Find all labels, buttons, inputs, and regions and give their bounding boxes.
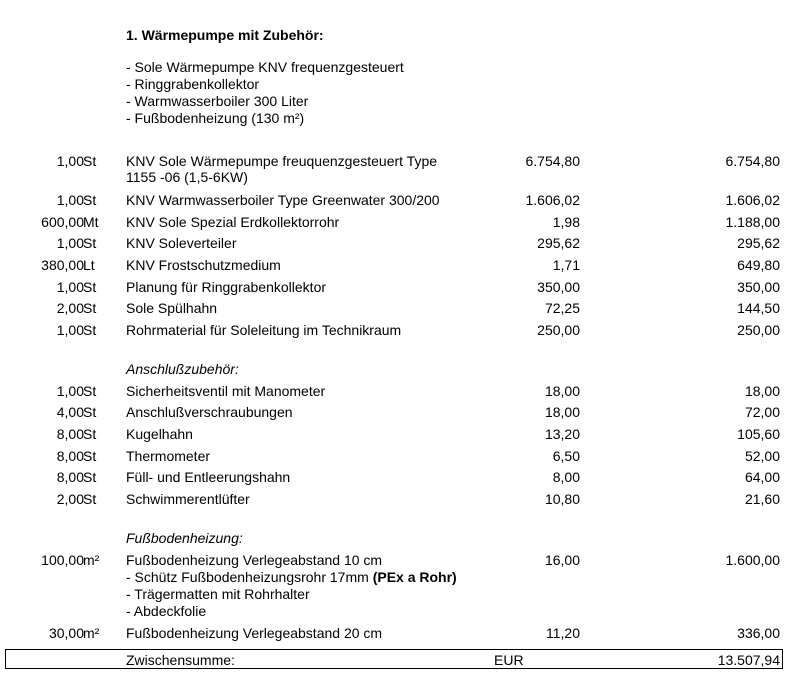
item-price: 11,20 [546,625,580,641]
item-qty: 8,00 [56,469,84,485]
intro-line: - Warmwasserboiler 300 Liter [126,93,309,109]
item-price: 6,50 [552,448,580,464]
item-total: 144,50 [737,300,780,316]
item-total: 649,80 [737,257,780,273]
item-description: KNV Sole Wärmepumpe freuquenzgesteuert Type [126,153,438,169]
item-total: 105,60 [737,426,780,442]
item-total: 18,00 [744,383,780,399]
accessories-heading: Anschlußzubehör: [126,361,239,377]
intro-line: - Sole Wärmepumpe KNV frequenzgesteuert [126,59,404,75]
item-price: 1.606,02 [525,192,580,208]
item-price: 16,00 [544,552,580,568]
item-unit: St [83,426,97,442]
item-unit: St [83,300,97,316]
item-description: Thermometer [126,448,211,464]
item-description: Rohrmaterial für Soleleitung im Technikraum [126,322,402,338]
item-unit: Mt [83,214,99,230]
item-qty: 100,00 [41,552,84,568]
item-qty: 1,00 [56,279,84,295]
item-subline-text: - Schütz Fußbodenheizungsrohr 17mm [126,569,373,585]
item-unit: m² [83,552,100,568]
item-total: 295,62 [737,235,780,251]
item-unit: St [83,448,97,464]
item-qty: 1,00 [56,153,84,169]
item-qty: 30,00 [48,625,84,641]
item-subline-bold: (PEx a Rohr) [372,569,457,585]
item-price: 13,20 [544,426,580,442]
item-qty: 2,00 [56,300,84,316]
item-description: KNV Soleverteiler [126,235,237,251]
item-total: 21,60 [744,491,780,507]
item-unit: St [83,383,97,399]
item-description: KNV Sole Spezial Erdkollektorrohr [126,214,340,230]
item-total: 250,00 [737,322,780,338]
item-description: Sole Spülhahn [126,300,218,316]
item-description: KNV Frostschutzmedium [126,257,281,273]
item-unit: St [83,192,97,208]
item-unit: St [83,279,97,295]
item-subline: - Abdeckfolie [126,603,207,619]
item-price: 6.754,80 [525,153,580,169]
item-qty: 8,00 [56,448,84,464]
item-qty: 8,00 [56,426,84,442]
item-description: Planung für Ringgrabenkollektor [126,279,327,295]
item-description: Fußbodenheizung Verlegeabstand 20 cm [126,625,383,641]
item-description: KNV Warmwasserboiler Type Greenwater 300/200 [126,192,440,208]
item-unit: m² [83,625,100,641]
item-total: 64,00 [744,469,780,485]
item-total: 350,00 [737,279,780,295]
item-price: 250,00 [537,322,580,338]
subtotal-currency: EUR [494,652,524,668]
item-unit: St [83,404,97,420]
item-qty: 1,00 [56,192,84,208]
item-total: 1.188,00 [725,214,780,230]
intro-line: - Ringgrabenkollektor [126,76,260,92]
item-total: 1.606,02 [725,192,780,208]
item-total: 1.600,00 [725,552,780,568]
item-qty: 600,00 [41,214,84,230]
item-qty: 4,00 [56,404,84,420]
item-price: 1,98 [552,214,580,230]
item-price: 18,00 [544,383,580,399]
item-qty: 1,00 [56,383,84,399]
item-price: 10,80 [544,491,580,507]
item-qty: 1,00 [56,322,84,338]
item-unit: St [83,469,97,485]
item-total: 336,00 [737,625,780,641]
item-qty: 2,00 [56,491,84,507]
item-total: 72,00 [744,404,780,420]
subtotal-box [5,649,783,669]
item-description: Kugelhahn [126,426,193,442]
item-description: Füll- und Entleerungshahn [126,469,291,485]
subtotal-label: Zwischensumme: [126,652,235,668]
item-qty: 380,00 [41,257,84,273]
item-subline: - Trägermatten mit Rohrhalter [126,586,310,602]
item-description: Schwimmerentlüfter [126,491,250,507]
section-heading: 1. Wärmepumpe mit Zubehör: [126,27,324,43]
item-price: 72,25 [544,300,580,316]
item-description: Sicherheitsventil mit Manometer [126,383,326,399]
item-price: 8,00 [552,469,580,485]
item-price: 295,62 [537,235,580,251]
item-qty: 1,00 [56,235,84,251]
item-price: 18,00 [544,404,580,420]
item-price: 1,71 [552,257,580,273]
floor-heating-heading: Fußbodenheizung: [126,530,243,546]
item-total: 6.754,80 [725,153,780,169]
item-total: 52,00 [744,448,780,464]
item-unit: St [83,491,97,507]
item-unit: Lt [83,257,95,273]
item-description: Fußbodenheizung Verlegeabstand 10 cm [126,552,383,568]
item-description-cont: 1155 -06 (1,5-6KW) [126,169,248,185]
subtotal-value: 13.507,94 [717,652,780,668]
item-unit: St [83,153,97,169]
item-description: Anschlußverschraubungen [126,404,293,420]
item-unit: St [83,322,97,338]
item-subline [126,569,457,585]
item-unit: St [83,235,97,251]
item-price: 350,00 [537,279,580,295]
intro-line: - Fußbodenheizung (130 m²) [126,110,305,126]
